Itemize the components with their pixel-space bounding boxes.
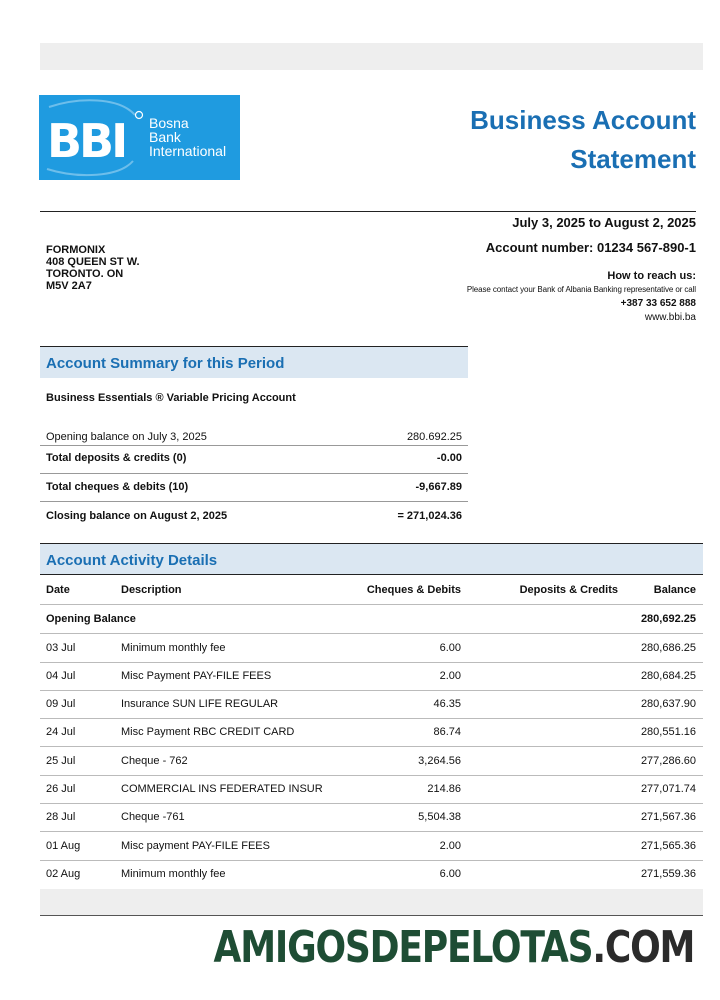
table-row [40, 690, 703, 719]
summary-label: Total deposits & credits (0) [46, 452, 187, 464]
watermark-part1: AMIGOSDEPELOTAS [213, 922, 593, 973]
opening-label: Opening Balance [46, 613, 136, 625]
row-description: COMMERCIAL INS FEDERATED INSUR [121, 783, 323, 795]
summary-divider [40, 501, 468, 502]
row-balance: 280,637.90 [640, 698, 696, 710]
bbi-logo-graphic [39, 95, 240, 180]
row-description: Insurance SUN LIFE REGULAR [121, 698, 279, 710]
table-row [40, 832, 703, 861]
summary-value: -9,667.89 [415, 481, 462, 493]
row-date: 25 Jul [46, 755, 76, 767]
opening-balance: 280,692.25 [640, 613, 696, 625]
column-header-balance: Balance [653, 584, 696, 596]
summary-label: Total cheques & debits (10) [46, 481, 189, 493]
row-debit: 214.86 [427, 783, 461, 795]
column-header-date: Date [46, 584, 70, 596]
row-balance: 271,565.36 [640, 840, 696, 852]
row-debit: 6.00 [439, 642, 461, 654]
row-balance: 280,686.25 [640, 642, 696, 654]
watermark [213, 922, 694, 973]
row-description: Misc payment PAY-FILE FEES [121, 840, 270, 852]
title-line1: Business Account [470, 105, 696, 135]
summary-value: -0.00 [436, 452, 462, 464]
row-date: 28 Jul [46, 811, 76, 823]
row-date: 03 Jul [46, 642, 76, 654]
row-description: Cheque -761 [121, 811, 185, 823]
row-date: 09 Jul [46, 698, 76, 710]
bank-website: www.bbi.ba [644, 312, 696, 323]
summary-value: 280.692.25 [406, 431, 462, 443]
table-row [40, 803, 703, 832]
activity-heading: Account Activity Details [40, 543, 703, 575]
summary-divider [40, 473, 468, 474]
customer-city: TORONTO. ON [46, 268, 124, 280]
row-balance: 280,684.25 [640, 670, 696, 682]
row-debit: 5,504.38 [418, 811, 461, 823]
row-description: Cheque - 762 [121, 755, 188, 767]
table-row [40, 747, 703, 776]
watermark-part2: .COM [592, 922, 694, 973]
column-header-description: Description [121, 584, 182, 596]
row-debit: 46.35 [433, 698, 461, 710]
table-row [40, 634, 703, 663]
table-row [40, 775, 703, 804]
reach-text: Please contact your Bank of Albania Banking representative or call [466, 285, 696, 294]
logo-line3: International [149, 143, 227, 159]
table-row-opening [40, 605, 703, 634]
column-header-credits: Deposits & Credits [519, 584, 618, 596]
row-description: Misc Payment RBC CREDIT CARD [121, 726, 295, 738]
top-band [40, 43, 703, 70]
customer-postal: M5V 2A7 [46, 280, 92, 292]
bottom-band [40, 889, 703, 916]
summary-label: Opening balance on July 3, 2025 [46, 431, 207, 443]
logo-letters: BBI [47, 114, 126, 168]
title-line2: Statement [570, 144, 696, 174]
customer-name: FORMONIX [46, 244, 106, 256]
logo-line1: Bosna [149, 115, 189, 131]
row-date: 24 Jul [46, 726, 76, 738]
account-number: Account number: 01234 567-890-1 [485, 240, 696, 255]
row-balance: 271,559.36 [640, 868, 696, 880]
statement-period: July 3, 2025 to August 2, 2025 [512, 215, 696, 230]
row-balance: 280,551.16 [640, 726, 696, 738]
row-debit: 86.74 [433, 726, 461, 738]
row-date: 01 Aug [46, 840, 81, 852]
logo-line2: Bank [149, 129, 181, 145]
row-debit: 3,264.56 [418, 755, 461, 767]
row-description: Minimum monthly fee [121, 868, 226, 880]
header-divider [40, 211, 696, 212]
reach-heading: How to reach us: [607, 270, 696, 282]
row-balance: 277,286.60 [640, 755, 696, 767]
table-row [40, 662, 703, 691]
row-balance: 271,567.36 [640, 811, 696, 823]
contact-phone: +387 33 652 888 [620, 298, 696, 309]
row-debit: 6.00 [439, 868, 461, 880]
row-date: 26 Jul [46, 783, 76, 795]
row-debit: 2.00 [439, 670, 461, 682]
row-description: Minimum monthly fee [121, 642, 226, 654]
product-name: Business Essentials ® Variable Pricing Account [46, 392, 296, 404]
summary-value: = 271,024.36 [397, 510, 462, 522]
summary-divider [40, 445, 468, 446]
row-description: Misc Payment PAY-FILE FEES [121, 670, 272, 682]
statement-title [396, 101, 696, 179]
row-debit: 2.00 [439, 840, 461, 852]
customer-street: 408 QUEEN ST W. [46, 256, 140, 268]
bank-logo [39, 95, 240, 180]
summary-heading: Account Summary for this Period [40, 346, 468, 378]
row-date: 04 Jul [46, 670, 76, 682]
table-row [40, 718, 703, 747]
summary-label: Closing balance on August 2, 2025 [46, 510, 228, 522]
customer-address [46, 244, 140, 292]
row-balance: 277,071.74 [640, 783, 696, 795]
column-header-debits: Cheques & Debits [366, 584, 461, 596]
table-row [40, 860, 703, 888]
row-date: 02 Aug [46, 868, 81, 880]
